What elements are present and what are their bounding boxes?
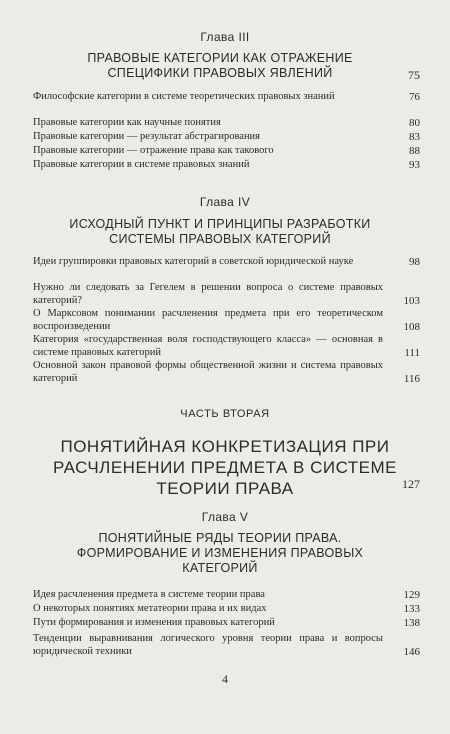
- toc-entry-page: 111: [404, 346, 420, 359]
- toc-entry: [33, 145, 420, 158]
- toc-entry-text: Идея расчленения предмета в системе теории права: [33, 589, 265, 600]
- toc-entry-page: 103: [403, 294, 420, 307]
- toc-entry-page: 76: [409, 91, 420, 103]
- toc-entry-page: 116: [403, 372, 420, 385]
- toc-entry-text: Нужно ли следовать за Гегелем в решении вопроса о системе правовых категорий?: [33, 282, 383, 306]
- toc-entry: [33, 617, 420, 630]
- toc-entry: [33, 117, 420, 130]
- toc-entry-page: 133: [403, 603, 420, 615]
- chapter-4-label: Глава IV: [199, 195, 251, 209]
- part-2-title: ПОНЯТИЙНАЯ КОНКРЕТИЗАЦИЯ ПРИ РАСЧЛЕНЕНИИ ПРЕДМЕТА В СИСТЕМЕ ТЕОРИИ ПРАВА: [52, 437, 398, 498]
- chapter-3-title: ПРАВОВЫЕ КАТЕГОРИИ КАК ОТРАЖЕНИЕ СПЕЦИФИКИ ПРАВОВЫХ ЯВЛЕНИЙ: [87, 51, 353, 80]
- toc-entry-text: Идеи группировки правовых категорий в советской юридической науке: [33, 256, 354, 267]
- toc-entry-page: 88: [409, 145, 420, 157]
- toc-entry: [33, 360, 420, 385]
- toc-entry: [33, 159, 420, 172]
- toc-entry-text: Основной закон правовой формы общественной жизни и система правовых категорий: [33, 360, 383, 384]
- toc-entry: [33, 589, 420, 602]
- toc-entry-text: О Марксовом понимании расчленения предмета при его теоретическом воспроизведении: [33, 308, 383, 332]
- toc-entry: [33, 91, 420, 104]
- toc-entry-page: 138: [403, 617, 420, 629]
- toc-entry: [33, 131, 420, 144]
- toc-entry: [33, 282, 420, 307]
- toc-entry-text: Категория «государственная воля господствующего класса» — основная в системе правовых категорий: [33, 334, 383, 358]
- toc-entry: [33, 308, 420, 333]
- toc-entry: [33, 334, 420, 359]
- part-2-label: ЧАСТЬ ВТОРАЯ: [180, 408, 270, 420]
- chapter-3-label: Глава III: [200, 30, 250, 44]
- toc-entry: [33, 633, 420, 658]
- toc-entry-text: Правовые категории — результат абстрагирования: [33, 131, 261, 142]
- part-2-title-page: 127: [402, 477, 420, 491]
- toc-entry-text: Правовые категории как научные понятия: [33, 117, 221, 128]
- chapter-3-title-page: 75: [408, 68, 420, 82]
- toc-entry-page: 129: [403, 589, 420, 601]
- toc-entry-text: Философские категории в системе теоретических правовых знаний: [33, 91, 335, 102]
- chapter-5-label: Глава V: [201, 510, 249, 524]
- toc-entry-page: 108: [403, 320, 420, 333]
- toc-entry-text: Пути формирования и изменения правовых категорий: [33, 617, 275, 628]
- toc-entry-text: Правовые категории — отражение права как такового: [33, 145, 274, 156]
- toc-entry-text: Правовые категории в системе правовых знаний: [33, 159, 250, 170]
- chapter-5-title: ПОНЯТИЙНЫЕ РЯДЫ ТЕОРИИ ПРАВА. ФОРМИРОВАНИЕ И ИЗМЕНЕНИЯ ПРАВОВЫХ КАТЕГОРИЙ: [76, 531, 364, 575]
- toc-entry: [33, 603, 420, 616]
- toc-entry-page: 146: [403, 645, 420, 658]
- toc-entry-page: 93: [409, 159, 420, 171]
- toc-entry: [33, 256, 420, 269]
- toc-entry-page: 80: [409, 117, 420, 129]
- page-number: 4: [222, 672, 228, 686]
- toc-entry-text: Тенденции выравнивания логического уровня теории права и вопросы юридической техники: [33, 633, 383, 657]
- toc-entry-text: О некоторых понятиях метатеории права и их видах: [33, 603, 267, 614]
- chapter-4-title: ИСХОДНЫЙ ПУНКТ И ПРИНЦИПЫ РАЗРАБОТКИ СИСТЕМЫ ПРАВОВЫХ КАТЕГОРИЙ: [69, 217, 371, 246]
- toc-entry-page: 98: [409, 256, 420, 268]
- toc-entry-page: 83: [409, 131, 420, 143]
